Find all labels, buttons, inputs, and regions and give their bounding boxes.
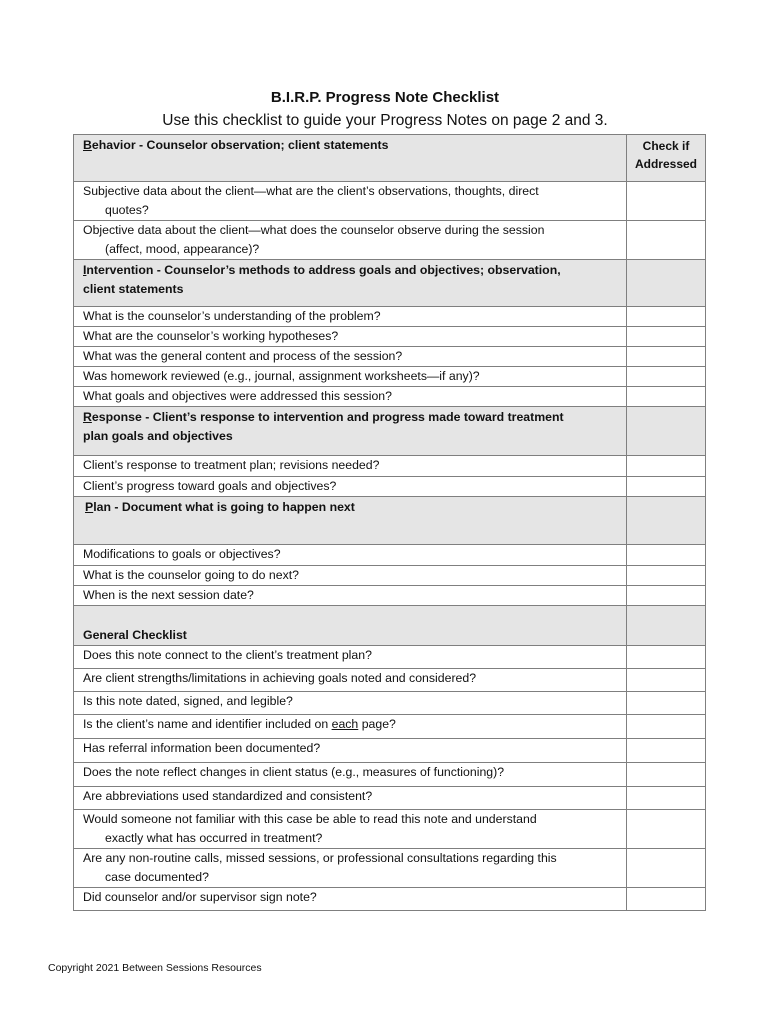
checklist-item: Was homework reviewed (e.g., journal, assignment worksheets—if any)? xyxy=(74,367,627,387)
checklist-item: What is the counselor going to do next? xyxy=(74,566,627,586)
item-text: Are any non-routine calls, missed sessions, or professional consultations regarding this xyxy=(83,851,557,865)
checklist-item xyxy=(74,715,627,739)
check-header-cell xyxy=(627,260,706,307)
check-box-cell[interactable] xyxy=(627,763,706,787)
intervention-header-text-2: client statements xyxy=(83,282,184,296)
check-box-cell[interactable] xyxy=(627,692,706,715)
table-row xyxy=(74,566,706,586)
item-text: Is the client’s name and identifier included on xyxy=(83,717,332,731)
checklist-item: Is this note dated, signed, and legible? xyxy=(74,692,627,715)
check-box-cell[interactable] xyxy=(627,327,706,347)
page-title: B.I.R.P. Progress Note Checklist xyxy=(270,89,500,106)
check-box-cell[interactable] xyxy=(627,888,706,911)
check-box-cell[interactable] xyxy=(627,367,706,387)
check-box-cell[interactable] xyxy=(627,182,706,221)
check-box-cell[interactable] xyxy=(627,669,706,692)
check-box-cell[interactable] xyxy=(627,347,706,367)
item-text: Objective data about the client—what does the counselor observe during the session xyxy=(83,223,545,237)
checklist-item xyxy=(74,849,627,888)
checklist-item: Does this note connect to the client’s treatment plan? xyxy=(74,646,627,669)
general-header-cell: General Checklist xyxy=(74,606,627,646)
section-header-intervention xyxy=(74,260,706,307)
table-row xyxy=(74,888,706,911)
checklist-item: What goals and objectives were addressed this session? xyxy=(74,387,627,407)
birp-checklist-table xyxy=(73,134,706,911)
section-header-general xyxy=(74,606,706,646)
check-box-cell[interactable] xyxy=(627,646,706,669)
table-row xyxy=(74,586,706,606)
table-row xyxy=(74,367,706,387)
page-subtitle: Use this checklist to guide your Progress Notes on page 2 and 3. xyxy=(162,112,608,129)
item-text-emphasis: each xyxy=(331,717,359,731)
checklist-item: Client’s progress toward goals and objectives? xyxy=(74,477,627,497)
check-header-line2: Addressed xyxy=(634,157,698,171)
intervention-header-cell xyxy=(74,260,627,307)
table-row xyxy=(74,456,706,477)
check-box-cell[interactable] xyxy=(627,387,706,407)
item-text-cont: exactly what has occurred in treatment? xyxy=(105,831,323,845)
response-initial: R xyxy=(83,410,92,424)
checklist-item: Client’s response to treatment plan; revisions needed? xyxy=(74,456,627,477)
checklist-item: Are client strengths/limitations in achieving goals noted and considered? xyxy=(74,669,627,692)
section-header-response xyxy=(74,407,706,456)
checklist-item: What is the counselor’s understanding of the problem? xyxy=(74,307,627,327)
checklist-item xyxy=(74,221,627,260)
table-row xyxy=(74,221,706,260)
table-row xyxy=(74,307,706,327)
check-box-cell[interactable] xyxy=(627,849,706,888)
response-header-cell xyxy=(74,407,627,456)
item-text-cont: (affect, mood, appearance)? xyxy=(105,242,260,256)
checklist-item: What was the general content and process of the session? xyxy=(74,347,627,367)
checklist-item: Did counselor and/or supervisor sign note? xyxy=(74,888,627,911)
check-box-cell[interactable] xyxy=(627,477,706,497)
table-row xyxy=(74,849,706,888)
check-box-cell[interactable] xyxy=(627,739,706,763)
item-text-cont: quotes? xyxy=(105,203,149,217)
checklist-item xyxy=(74,810,627,849)
item-text: Subjective data about the client—what are the client’s observations, thoughts, direct xyxy=(83,184,539,198)
item-text-end: page? xyxy=(358,717,396,731)
table-row xyxy=(74,692,706,715)
check-box-cell[interactable] xyxy=(627,787,706,810)
table-row xyxy=(74,545,706,566)
checklist-item: When is the next session date? xyxy=(74,586,627,606)
plan-header-cell xyxy=(74,497,627,545)
check-box-cell[interactable] xyxy=(627,221,706,260)
checklist-item: Are abbreviations used standardized and consistent? xyxy=(74,787,627,810)
item-text: Would someone not familiar with this case be able to read this note and understand xyxy=(83,812,537,826)
table-row xyxy=(74,477,706,497)
check-column-header xyxy=(627,135,706,182)
plan-initial: P xyxy=(85,500,94,514)
checklist-item: What are the counselor’s working hypotheses? xyxy=(74,327,627,347)
table-row xyxy=(74,347,706,367)
behavior-initial: B xyxy=(83,138,92,152)
table-row xyxy=(74,787,706,810)
check-header-cell xyxy=(627,497,706,545)
table-row xyxy=(74,182,706,221)
check-header-line1: Check if xyxy=(642,139,690,153)
intervention-initial: I xyxy=(83,263,87,277)
behavior-header-text: ehavior - Counselor observation; client statements xyxy=(91,138,389,152)
section-header-behavior xyxy=(74,135,706,182)
check-box-cell[interactable] xyxy=(627,456,706,477)
checklist-item: Has referral information been documented? xyxy=(74,739,627,763)
check-header-cell xyxy=(627,407,706,456)
check-box-cell[interactable] xyxy=(627,307,706,327)
section-header-plan xyxy=(74,497,706,545)
check-box-cell[interactable] xyxy=(627,545,706,566)
checklist-item: Modifications to goals or objectives? xyxy=(74,545,627,566)
table-row xyxy=(74,739,706,763)
table-row xyxy=(74,327,706,347)
table-row xyxy=(74,669,706,692)
checklist-item xyxy=(74,182,627,221)
table-row xyxy=(74,810,706,849)
behavior-header-cell xyxy=(74,135,627,182)
table-row xyxy=(74,763,706,787)
table-row xyxy=(74,715,706,739)
checklist-item: Does the note reflect changes in client status (e.g., measures of functioning)? xyxy=(74,763,627,787)
table-row xyxy=(74,387,706,407)
check-box-cell[interactable] xyxy=(627,586,706,606)
check-header-cell xyxy=(627,606,706,646)
intervention-header-text: ntervention - Counselor’s methods to address goals and objectives; observation, xyxy=(86,263,561,277)
plan-header-text: lan - Document what is going to happen next xyxy=(93,500,355,514)
item-text-cont: case documented? xyxy=(105,870,209,884)
copyright-footer: Copyright 2021 Between Sessions Resources xyxy=(48,962,262,974)
check-box-cell[interactable] xyxy=(627,566,706,586)
check-box-cell[interactable] xyxy=(627,715,706,739)
check-box-cell[interactable] xyxy=(627,810,706,849)
response-header-text-2: plan goals and objectives xyxy=(83,429,233,443)
response-header-text: esponse - Client’s response to intervention and progress made toward treatment xyxy=(91,410,564,424)
table-row xyxy=(74,646,706,669)
